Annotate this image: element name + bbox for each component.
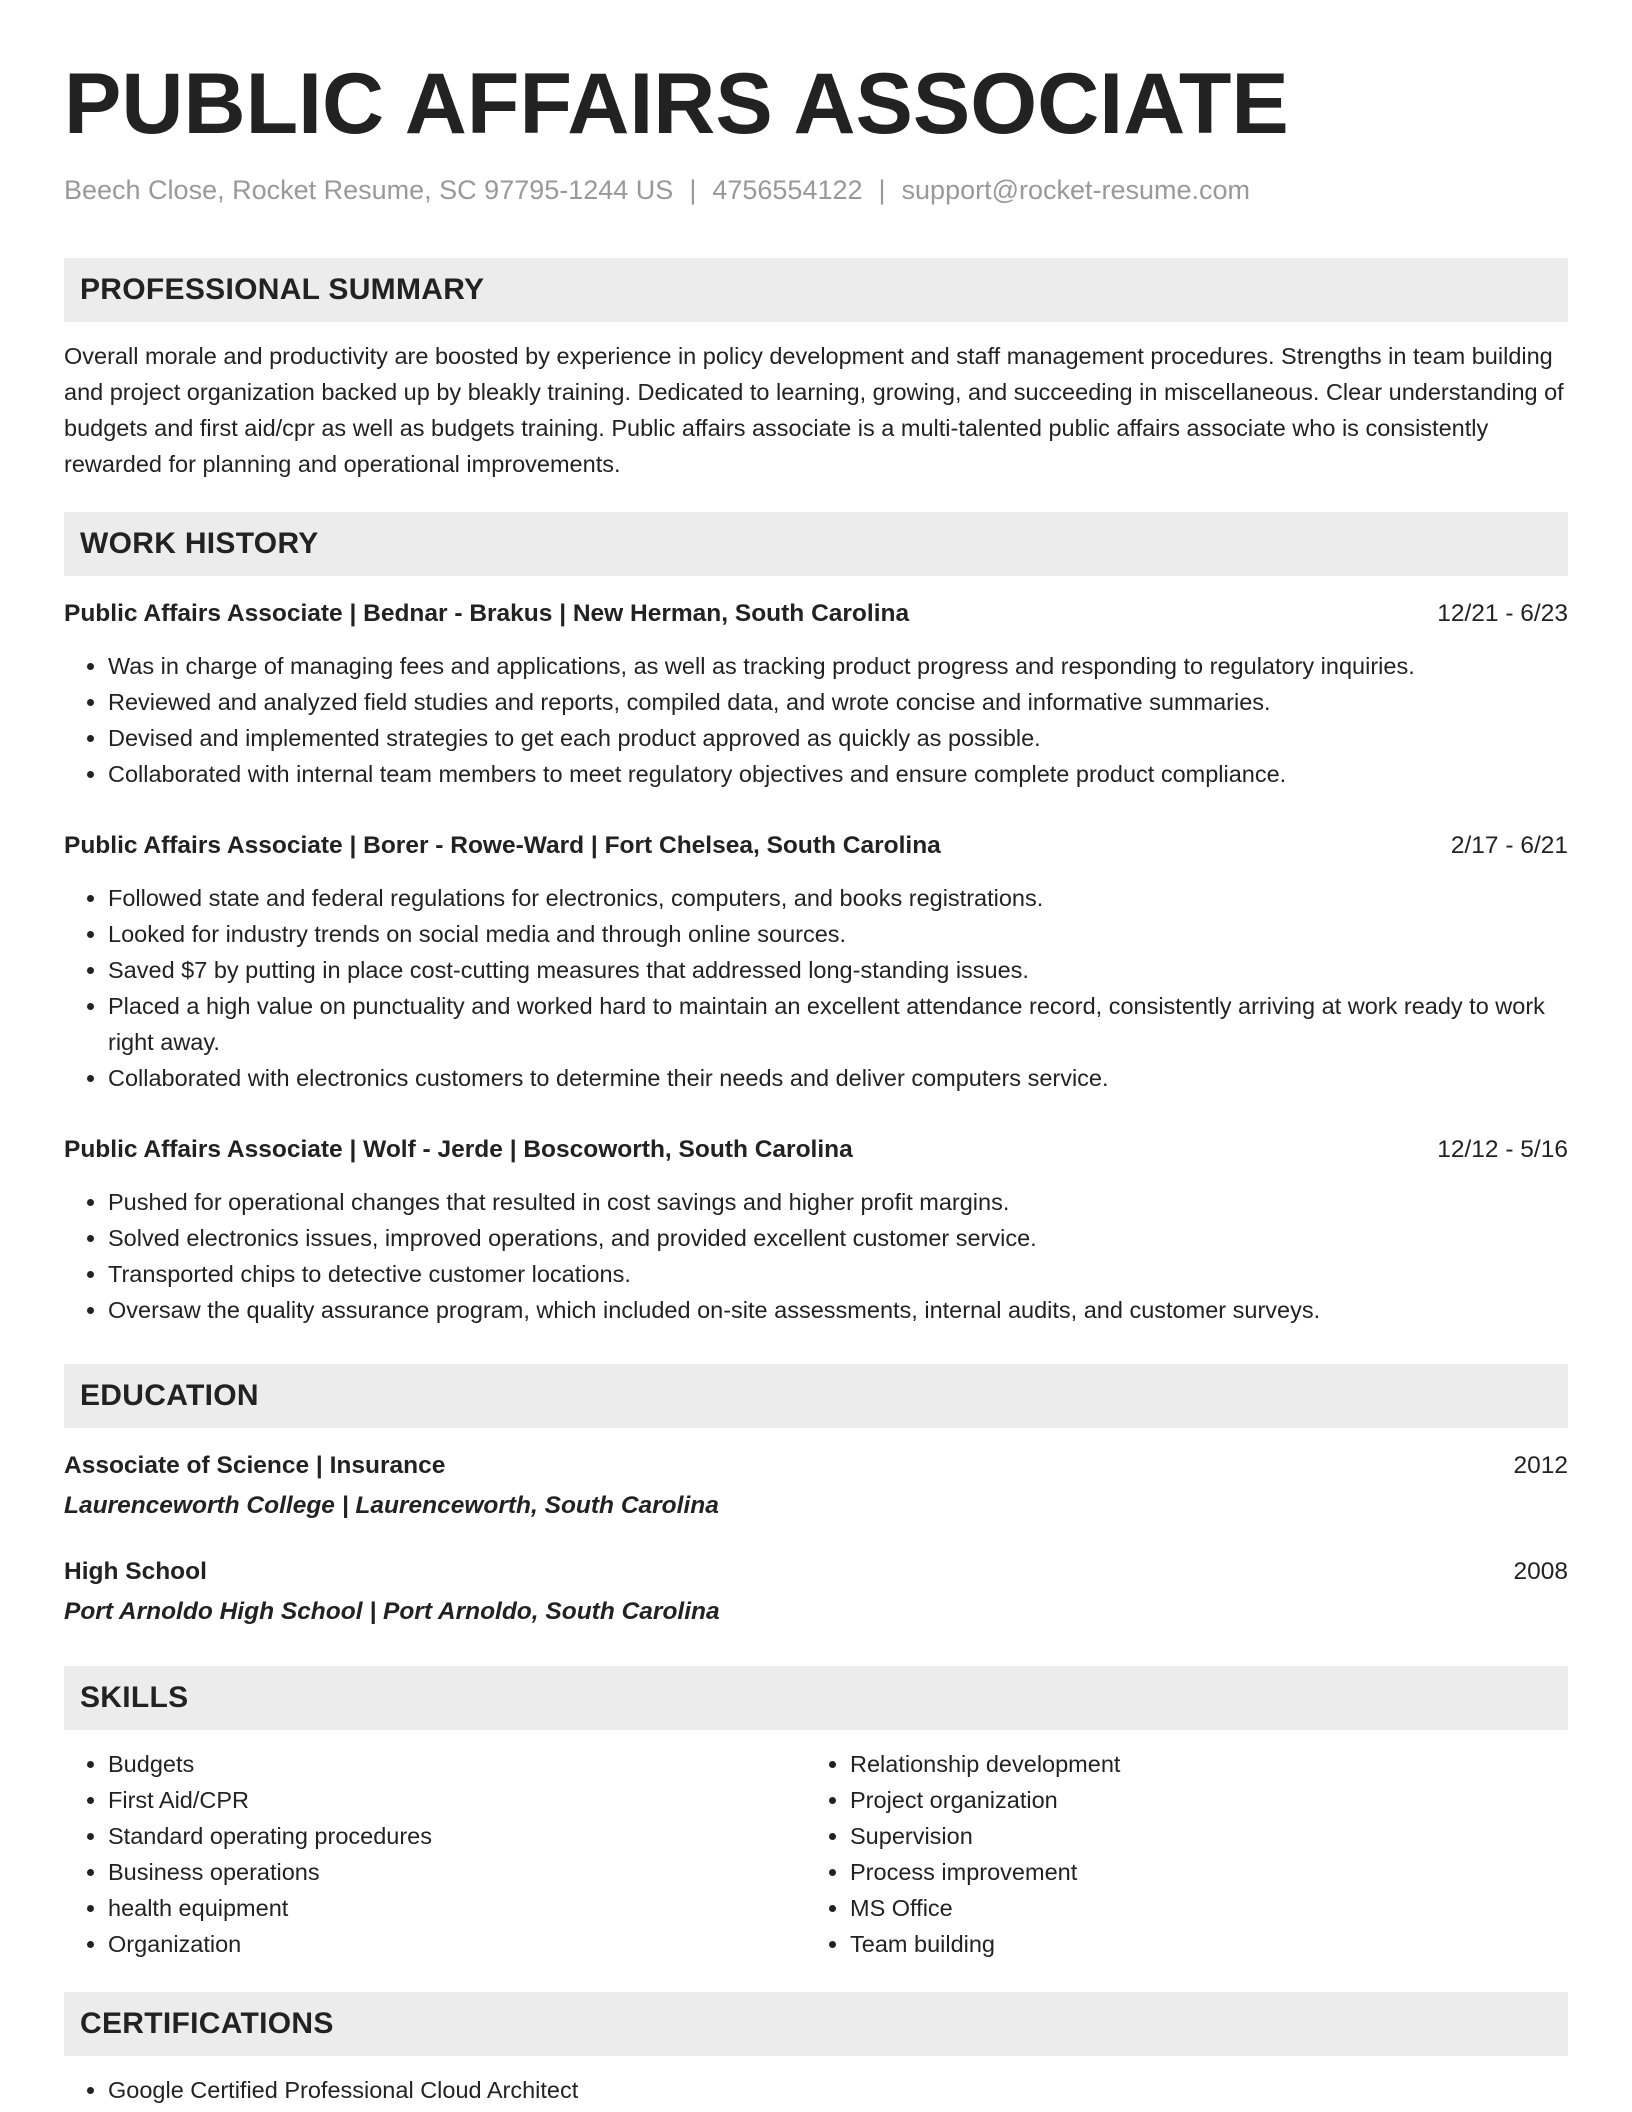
- job-entry: [64, 1132, 1568, 1328]
- job-title: Public Affairs Associate | Wolf - Jerde | Boscoworth, South Carolina: [64, 1136, 853, 1163]
- job-bullet: • Was in charge of managing fees and applications, as well as tracking product progress and responding to regulatory inquiries.: [108, 648, 1568, 684]
- summary-text: Overall morale and productivity are boosted by experience in policy development and staff management procedures. Strengths in team building and project organization backed up by bleakly training. Dedicated to learning, growing, and succeeding in miscellaneous. Clear understanding of budgets and first aid/cpr as well as budgets training. Public affairs associate is a multi-talented public affairs associate who is consistently rewarded for planning and operational improvements.: [64, 343, 1564, 477]
- job-title: Public Affairs Associate | Bednar - Brakus | New Herman, South Carolina: [64, 600, 910, 627]
- skill-item: • Organization: [108, 1926, 806, 1962]
- job-title: Public Affairs Associate | Borer - Rowe-Ward | Fort Chelsea, South Carolina: [64, 832, 941, 859]
- skill-item: • Business operations: [108, 1854, 806, 1890]
- job-bullet: • Followed state and federal regulations for electronics, computers, and books registrations.: [108, 880, 1568, 916]
- contact-line: [64, 172, 1568, 208]
- skills-columns: [64, 1746, 1568, 1962]
- skill-item: • Supervision: [850, 1818, 1548, 1854]
- job-bullet: • Pushed for operational changes that resulted in cost savings and higher profit margins.: [108, 1184, 1568, 1220]
- skill-item: • Budgets: [108, 1746, 806, 1782]
- job-dates: 2/17 - 6/21: [1450, 832, 1568, 859]
- job-bullets: [64, 648, 1568, 792]
- education-school: Port Arnoldo High School | Port Arnoldo, South Carolina: [64, 1598, 720, 1625]
- skills-list-left: [64, 1746, 806, 1962]
- job-bullet: • Saved $7 by putting in place cost-cutting measures that addressed long-standing issues.: [108, 952, 1568, 988]
- job-dates: 12/21 - 6/23: [1437, 600, 1568, 627]
- job-bullet: • Collaborated with internal team members to meet regulatory objectives and ensure complete product compliance.: [108, 756, 1568, 792]
- job-header: [64, 828, 1568, 864]
- job-header: [64, 596, 1568, 632]
- skill-item: • First Aid/CPR: [108, 1782, 806, 1818]
- education-degree: High School: [64, 1558, 207, 1585]
- skill-item: • Team building: [850, 1926, 1548, 1962]
- certification-item: • Google Certified Professional Cloud Architect: [108, 2072, 1568, 2108]
- section-heading-skills: SKILLS: [64, 1666, 1568, 1730]
- skill-item: • Process improvement: [850, 1854, 1548, 1890]
- education-entry: [64, 1448, 1568, 1524]
- job-bullet: • Looked for industry trends on social media and through online sources.: [108, 916, 1568, 952]
- job-header: [64, 1132, 1568, 1168]
- education-school: Laurenceworth College | Laurenceworth, South Carolina: [64, 1492, 719, 1519]
- education-degree: Associate of Science | Insurance: [64, 1452, 446, 1479]
- job-entry: [64, 828, 1568, 1096]
- contact-separator: |: [689, 175, 697, 205]
- job-bullets: [64, 880, 1568, 1096]
- job-bullet: • Devised and implemented strategies to get each product approved as quickly as possible.: [108, 720, 1568, 756]
- certifications-list: [64, 2072, 1568, 2108]
- job-dates: 12/12 - 5/16: [1437, 1136, 1568, 1163]
- job-bullet: • Transported chips to detective customer locations.: [108, 1256, 1568, 1292]
- job-bullet: • Reviewed and analyzed field studies and reports, compiled data, and wrote concise and informative summaries.: [108, 684, 1568, 720]
- job-bullet: • Placed a high value on punctuality and worked hard to maintain an excellent attendance record, consistently arriving at work ready to work right away.: [108, 988, 1568, 1060]
- contact-email: support@rocket-resume.com: [901, 175, 1251, 205]
- education-year: 2008: [1513, 1558, 1568, 1585]
- education-header: [64, 1448, 1568, 1484]
- candidate-name: PUBLIC AFFAIRS ASSOCIATE: [64, 56, 1289, 152]
- job-entry: [64, 596, 1568, 792]
- section-heading-summary: PROFESSIONAL SUMMARY: [64, 258, 1568, 322]
- contact-address: Beech Close, Rocket Resume, SC 97795-1244 US: [64, 175, 674, 205]
- skill-item: • health equipment: [108, 1890, 806, 1926]
- section-heading-certifications: CERTIFICATIONS: [64, 1992, 1568, 2056]
- job-bullets: [64, 1184, 1568, 1328]
- education-entry: [64, 1554, 1568, 1630]
- education-year: 2012: [1513, 1452, 1568, 1479]
- contact-separator: |: [878, 175, 886, 205]
- skill-item: • Project organization: [850, 1782, 1548, 1818]
- contact-phone: 4756554122: [712, 175, 863, 205]
- job-bullet: • Solved electronics issues, improved operations, and provided excellent customer service.: [108, 1220, 1568, 1256]
- job-bullet: • Collaborated with electronics customers to determine their needs and deliver computers service.: [108, 1060, 1568, 1096]
- skills-list-right: [806, 1746, 1548, 1962]
- education-header: [64, 1554, 1568, 1590]
- job-bullet: • Oversaw the quality assurance program, which included on-site assessments, internal audits, and customer surveys.: [108, 1292, 1568, 1328]
- skill-item: • Relationship development: [850, 1746, 1548, 1782]
- section-heading-work-history: WORK HISTORY: [64, 512, 1568, 576]
- skill-item: • Standard operating procedures: [108, 1818, 806, 1854]
- skill-item: • MS Office: [850, 1890, 1548, 1926]
- section-heading-education: EDUCATION: [64, 1364, 1568, 1428]
